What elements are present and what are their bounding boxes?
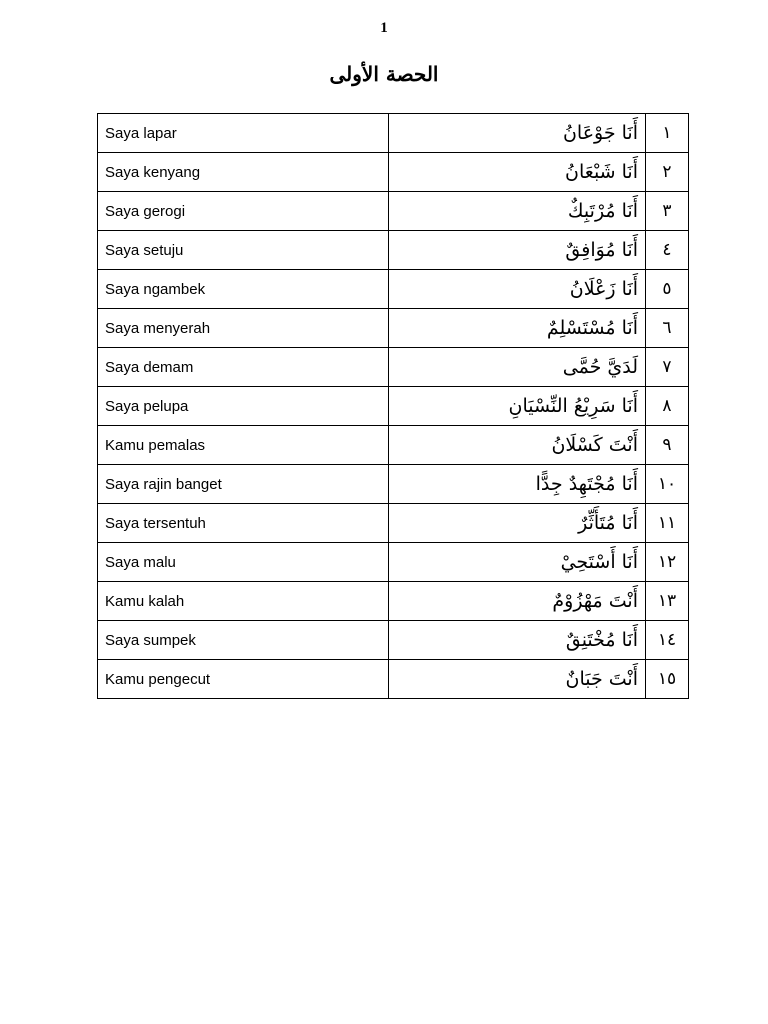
arabic-phrase-cell: أَنَا سَرِيْعُ النِّسْيَانِ bbox=[389, 387, 646, 426]
row-number-cell: ٨ bbox=[646, 387, 689, 426]
arabic-phrase-cell: أَنَا مُتَأَثِّرٌ bbox=[389, 504, 646, 543]
meaning-cell: Kamu pengecut bbox=[98, 660, 389, 699]
row-number-cell: ٩ bbox=[646, 426, 689, 465]
table-row bbox=[98, 660, 689, 699]
meaning-cell: Saya malu bbox=[98, 543, 389, 582]
arabic-phrase-cell: أَنَا شَبْعَانُ bbox=[389, 153, 646, 192]
meaning-cell: Saya ngambek bbox=[98, 270, 389, 309]
table-row bbox=[98, 309, 689, 348]
table-row bbox=[98, 582, 689, 621]
meaning-cell: Kamu pemalas bbox=[98, 426, 389, 465]
arabic-phrase-cell: لَدَيَّ حُمَّى bbox=[389, 348, 646, 387]
arabic-phrase-cell: أَنَا مُرْتَبِكٌ bbox=[389, 192, 646, 231]
table-row bbox=[98, 543, 689, 582]
table-row bbox=[98, 387, 689, 426]
arabic-phrase-cell: أَنَا أَسْتَحِيْ bbox=[389, 543, 646, 582]
page-number: 1 bbox=[380, 20, 388, 36]
table-row bbox=[98, 270, 689, 309]
table-row bbox=[98, 231, 689, 270]
vocabulary-table bbox=[97, 113, 689, 699]
meaning-cell: Saya pelupa bbox=[98, 387, 389, 426]
meaning-cell: Saya sumpek bbox=[98, 621, 389, 660]
meaning-cell: Saya lapar bbox=[98, 114, 389, 153]
vocabulary-table-body bbox=[98, 114, 689, 699]
row-number-cell: ١٢ bbox=[646, 543, 689, 582]
meaning-cell: Saya tersentuh bbox=[98, 504, 389, 543]
arabic-phrase-cell: أَنْتَ جَبَانٌ bbox=[389, 660, 646, 699]
row-number-cell: ١١ bbox=[646, 504, 689, 543]
row-number-cell: ٣ bbox=[646, 192, 689, 231]
table-row bbox=[98, 504, 689, 543]
row-number-cell: ٧ bbox=[646, 348, 689, 387]
row-number-cell: ٥ bbox=[646, 270, 689, 309]
row-number-cell: ٢ bbox=[646, 153, 689, 192]
row-number-cell: ١ bbox=[646, 114, 689, 153]
meaning-cell: Saya gerogi bbox=[98, 192, 389, 231]
page-title: الحصة الأولى bbox=[329, 62, 439, 86]
arabic-phrase-cell: أَنْتَ مَهْزُوْمٌ bbox=[389, 582, 646, 621]
row-number-cell: ١٠ bbox=[646, 465, 689, 504]
table-row bbox=[98, 426, 689, 465]
meaning-cell: Saya menyerah bbox=[98, 309, 389, 348]
row-number-cell: ٦ bbox=[646, 309, 689, 348]
row-number-cell: ١٥ bbox=[646, 660, 689, 699]
arabic-phrase-cell: أَنَا زَعْلَانُ bbox=[389, 270, 646, 309]
meaning-cell: Kamu kalah bbox=[98, 582, 389, 621]
row-number-cell: ١٣ bbox=[646, 582, 689, 621]
arabic-phrase-cell: أَنَا مُجْتَهِدٌ جِدًّا bbox=[389, 465, 646, 504]
meaning-cell: Saya rajin banget bbox=[98, 465, 389, 504]
row-number-cell: ٤ bbox=[646, 231, 689, 270]
table-row bbox=[98, 114, 689, 153]
meaning-cell: Saya demam bbox=[98, 348, 389, 387]
table-row bbox=[98, 153, 689, 192]
arabic-phrase-cell: أَنَا مُوَافِقٌ bbox=[389, 231, 646, 270]
arabic-phrase-cell: أَنَا مُسْتَسْلِمٌ bbox=[389, 309, 646, 348]
table-row bbox=[98, 621, 689, 660]
table-row bbox=[98, 465, 689, 504]
row-number-cell: ١٤ bbox=[646, 621, 689, 660]
arabic-phrase-cell: أَنَا مُخْتَنِقٌ bbox=[389, 621, 646, 660]
arabic-phrase-cell: أَنْتَ كَسْلَانُ bbox=[389, 426, 646, 465]
meaning-cell: Saya setuju bbox=[98, 231, 389, 270]
arabic-phrase-cell: أَنَا جَوْعَانُ bbox=[389, 114, 646, 153]
meaning-cell: Saya kenyang bbox=[98, 153, 389, 192]
table-row bbox=[98, 348, 689, 387]
table-row bbox=[98, 192, 689, 231]
